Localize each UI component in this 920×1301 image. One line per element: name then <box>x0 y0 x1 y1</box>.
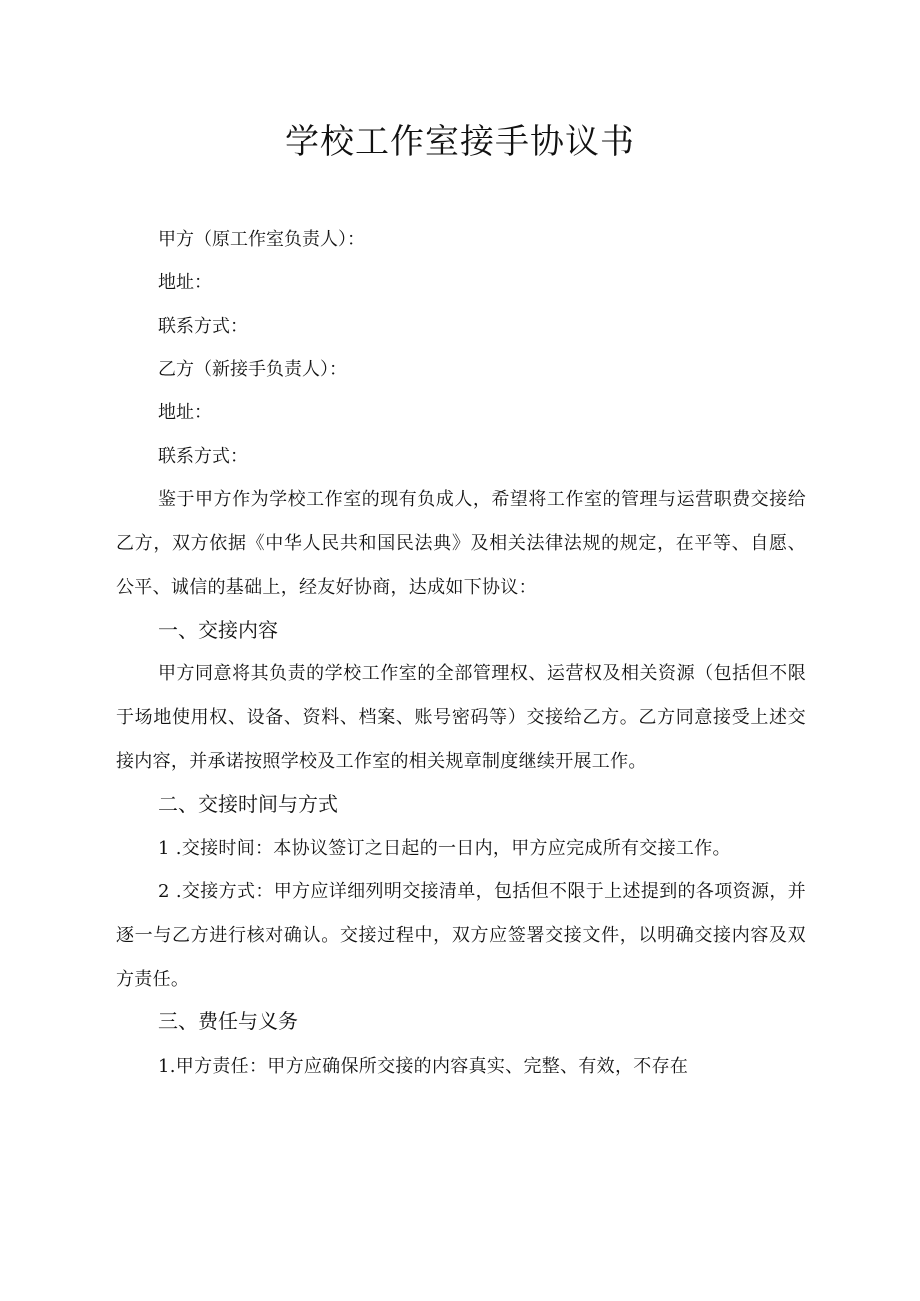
party-b-address: 地址： <box>158 402 212 423</box>
party-a-address: 地址： <box>158 272 212 293</box>
party-b-label: 乙方（新接手负责人）： <box>158 359 347 380</box>
section-heading: 二、交接时间与方式 <box>158 792 338 816</box>
section-heading: 三、费任与义务 <box>158 1009 298 1033</box>
party-b-contact: 联系方式： <box>158 446 248 467</box>
section-paragraph: 1.甲方责任：甲方应确保所交接的内容真实、完整、有效，不存在 <box>158 1056 689 1077</box>
document-title: 学校工作室接手协议书 <box>285 122 635 162</box>
preamble-paragraph: 鉴于甲方作为学校工作室的现有负成人，希望将工作室的管理与运营职费交接给乙方，双方依据《中华人民共和国民法典》及相关法律法规的规定，在平等、自愿、公平、诚信的基础上，经友好协商，达成如下协议： <box>116 489 806 598</box>
party-a-contact: 联系方式： <box>158 316 248 337</box>
party-a-label: 甲方（原工作室负责人）： <box>158 229 365 250</box>
section-heading: 一、交接内容 <box>158 618 278 642</box>
section-paragraph: 甲方同意将其负责的学校工作室的全部管理权、运营权及相关资源（包括但不限于场地使用权、设备、资料、档案、账号密码等）交接给乙方。乙方同意接受上述交接内容，并承诺按照学校及工作室的相关规章制度继续开展工作。 <box>116 663 806 772</box>
section-paragraph: 1 .交接时间：本协议签订之日起的一日内，甲方应完成所有交接工作。 <box>158 838 731 859</box>
section-paragraph: 2 .交接方式：甲方应详细列明交接清单，包括但不限于上述提到的各项资源，并逐一与乙方进行核对确认。交接过程中，双方应签署交接文件，以明确交接内容及双方责任。 <box>116 881 806 990</box>
